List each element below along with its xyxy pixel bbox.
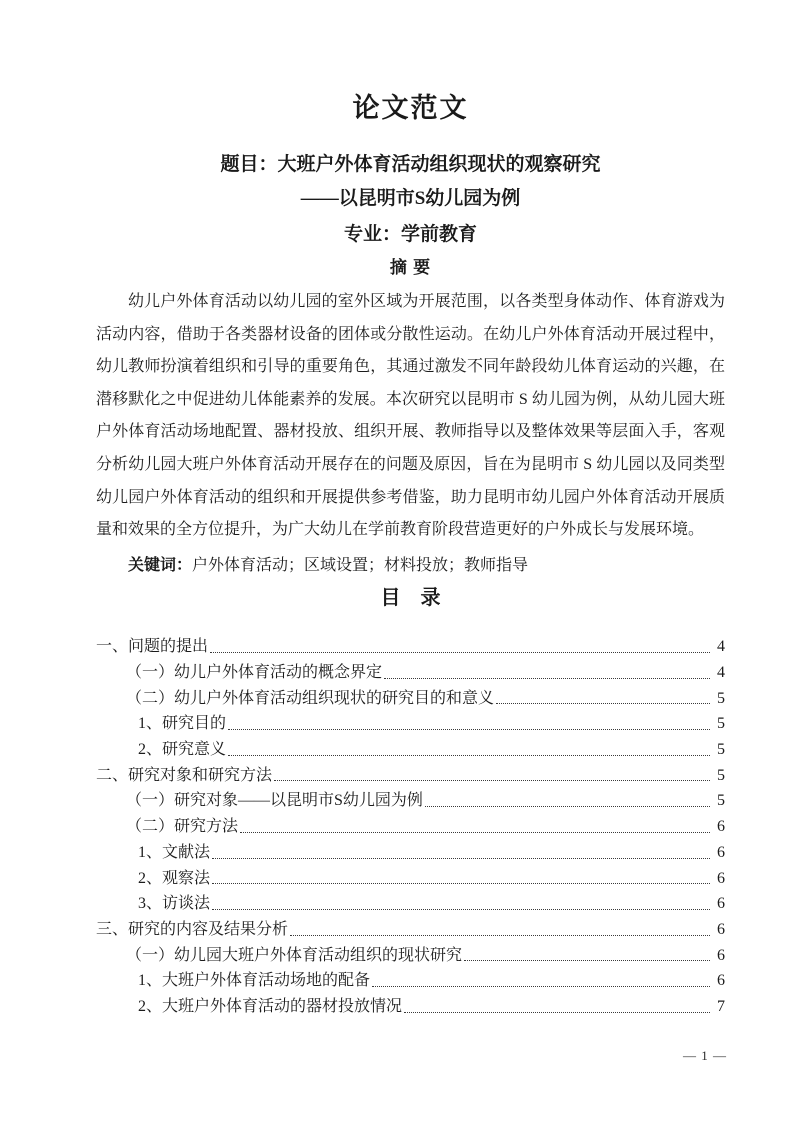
toc-entry-label: 三、研究的内容及结果分析	[96, 920, 289, 938]
toc-entry-label: 2、研究意义	[138, 741, 227, 759]
toc-entry-label: 1、大班户外体育活动场地的配备	[138, 972, 371, 990]
toc-entry-page: 5	[717, 792, 725, 810]
toc-dot-leader	[228, 729, 710, 730]
toc-entry-page: 4	[717, 664, 725, 682]
abstract-heading: 摘 要	[389, 258, 432, 277]
toc-dot-leader	[274, 780, 710, 781]
toc-entry-page: 5	[717, 766, 725, 784]
toc-dot-leader	[210, 652, 710, 653]
toc-entry-label: 二、研究对象和研究方法	[96, 766, 273, 784]
toc-entry-page: 6	[717, 946, 725, 964]
page-number-footer: — 1 —	[683, 1048, 727, 1063]
abstract-paragraph: 幼儿户外体育活动以幼儿园的室外区域为开展范围，以各类型身体动作、体育游戏为活动内容，借助于各类器材设备的团体或分散性运动。在幼儿户外体育活动开展过程中，幼儿教师扮演着组织和引导的重要角色，其通过激发不同年龄段幼儿体育运动的兴趣，在潜移默化之中促进幼儿体能素养的发展。本次研究以昆明市 S 幼儿园为例，从幼儿园大班户外体育活动场地配置、器材投放、组织开展、教师指导以及整体效果等层面入手，客观分析幼儿园大班户外体育活动开展存在的问题及原因，旨在为昆明市 S 幼儿园以及同类型幼儿园户外体育活动的组织和开展提供参考借鉴，助力昆明市幼儿园户外体育活动开展质量和效果的全方位提升，为广大幼儿在学前教育阶段营造更好的户外成长与发展环境。	[96, 293, 725, 539]
toc-entry[interactable]	[96, 840, 725, 866]
toc-entry-label: （一）研究对象——以昆明市S幼儿园为例	[126, 792, 423, 810]
toc-entry-page: 5	[717, 741, 725, 759]
thesis-topic-line: 题目：大班户外体育活动组织现状的观察研究	[220, 154, 601, 175]
toc-dot-leader	[496, 703, 710, 704]
toc-entry[interactable]	[96, 917, 725, 943]
toc-entry-label: 2、大班户外体育活动的器材投放情况	[138, 997, 403, 1015]
toc-dot-leader	[212, 883, 710, 884]
document-title: 论文范文	[352, 93, 469, 123]
toc-entry-label: （二）幼儿户外体育活动组织现状的研究目的和意义	[126, 689, 495, 707]
toc-entry[interactable]	[96, 814, 725, 840]
toc-entry-page: 6	[717, 895, 725, 913]
toc-heading: 目 录	[380, 587, 441, 610]
toc-dot-leader	[384, 678, 710, 679]
toc-entry-label: 1、研究目的	[138, 715, 227, 733]
keywords-text: 户外体育活动；区域设置；材料投放；教师指导	[192, 556, 529, 574]
toc-entry-label: （一）幼儿园大班户外体育活动组织的现状研究	[126, 946, 463, 964]
toc-entry[interactable]	[96, 891, 725, 917]
keywords-line	[96, 550, 725, 583]
toc-entry-page: 6	[717, 843, 725, 861]
toc-dot-leader	[228, 755, 710, 756]
toc-dot-leader	[290, 935, 710, 936]
toc-dot-leader	[404, 1012, 710, 1013]
toc-entry[interactable]	[96, 737, 725, 763]
toc-dot-leader	[212, 858, 710, 859]
toc-entry[interactable]	[96, 866, 725, 892]
toc-dot-leader	[240, 832, 710, 833]
toc-entry-page: 6	[717, 818, 725, 836]
toc-entry[interactable]	[96, 634, 725, 660]
toc-dot-leader	[372, 986, 710, 987]
toc-entry-page: 6	[717, 920, 725, 938]
toc-entry[interactable]	[96, 763, 725, 789]
toc-entry-page: 7	[717, 997, 725, 1015]
toc-entry[interactable]	[96, 711, 725, 737]
toc-entry-page: 6	[717, 972, 725, 990]
major-line: 专业：学前教育	[343, 224, 477, 245]
toc-entry-page: 5	[717, 689, 725, 707]
toc-entry-label: （一）幼儿户外体育活动的概念界定	[126, 664, 383, 682]
toc-dot-leader	[464, 960, 710, 961]
keywords-label: 关键词：	[128, 556, 193, 574]
toc-entry[interactable]	[96, 660, 725, 686]
toc-dot-leader	[212, 909, 710, 910]
toc-entry[interactable]	[96, 686, 725, 712]
toc-entry-page: 4	[717, 638, 725, 656]
toc-entry-page: 6	[717, 869, 725, 887]
toc-entry[interactable]	[96, 943, 725, 969]
toc-entry[interactable]	[96, 968, 725, 994]
toc-list	[96, 634, 725, 1019]
toc-entry[interactable]	[96, 994, 725, 1020]
toc-entry-label: 1、文献法	[138, 843, 211, 861]
toc-entry-label: 3、访谈法	[138, 895, 211, 913]
toc-entry-page: 5	[717, 715, 725, 733]
toc-entry-label: 一、问题的提出	[96, 638, 209, 656]
toc-entry[interactable]	[96, 788, 725, 814]
toc-entry-label: （二）研究方法	[126, 818, 239, 836]
toc-entry-label: 2、观察法	[138, 869, 211, 887]
toc-dot-leader	[425, 806, 710, 807]
thesis-subtopic-line: ——以昆明市S幼儿园为例	[300, 188, 521, 209]
